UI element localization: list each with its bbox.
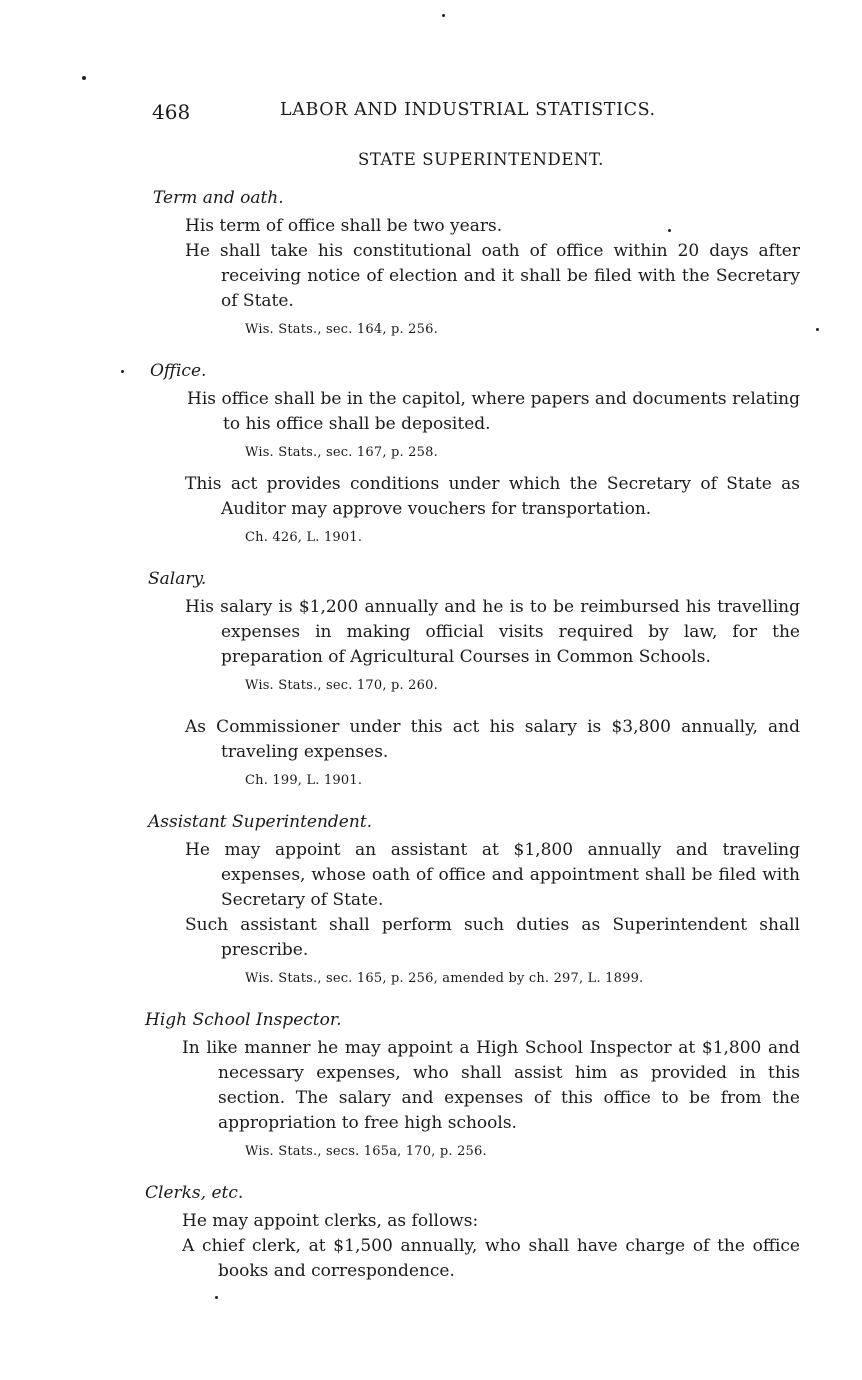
page-header	[152, 100, 792, 128]
citation: Wis. Stats., sec. 165, p. 256, amended by ch. 297, L. 1899.	[245, 971, 644, 986]
section-heading: Assistant Superintendent.	[148, 812, 373, 832]
paragraph: A chief clerk, at $1,500 annually, who shall have charge of the office books and correspondence.	[182, 1236, 800, 1281]
section-clerks	[145, 1181, 800, 1284]
paragraph: His term of office shall be two years.	[185, 216, 503, 236]
section-salary	[148, 567, 800, 790]
section-inspector	[145, 1008, 800, 1161]
scan-speck	[442, 14, 445, 17]
paragraph: His salary is $1,200 annually and he is to be reimbursed his travelling expenses in making official visits required by law, for the preparation of Agricultural Courses in Common Schools.	[185, 597, 800, 667]
page-number: 468	[152, 100, 191, 124]
paragraph: This act provides conditions under which the Secretary of State as Auditor may approve vouchers for transportation.	[185, 474, 800, 519]
scan-speck	[82, 76, 86, 80]
section-heading: High School Inspector.	[145, 1010, 342, 1030]
scan-speck	[121, 370, 124, 373]
section-heading: Salary.	[148, 569, 207, 589]
paragraph: He shall take his constitutional oath of office within 20 days after receiving notice of election and it shall be filed with the Secretary of State.	[185, 241, 800, 311]
citation: Ch. 426, L. 1901.	[245, 530, 363, 545]
section-heading: Office.	[150, 361, 207, 381]
section-heading: Clerks, etc.	[145, 1183, 244, 1203]
scan-speck	[215, 1296, 218, 1299]
paragraph: He may appoint clerks, as follows:	[182, 1211, 479, 1231]
scan-speck	[816, 328, 819, 331]
paragraph: He may appoint an assistant at $1,800 annually and traveling expenses, whose oath of office and appointment shall be filed with Secretary of State.	[185, 840, 800, 910]
paragraph: Such assistant shall perform such duties as Superintendent shall prescribe.	[185, 915, 800, 960]
section-heading: Term and oath.	[153, 188, 284, 208]
citation: Wis. Stats., sec. 164, p. 256.	[245, 322, 438, 337]
citation: Ch. 199, L. 1901.	[245, 773, 363, 788]
paragraph: His office shall be in the capitol, where papers and documents relating to his office shall be deposited.	[187, 389, 800, 434]
citation: Wis. Stats., sec. 167, p. 258.	[245, 445, 438, 460]
section-term	[148, 186, 800, 339]
paragraph: As Commissioner under this act his salary is $3,800 annually, and traveling expenses.	[185, 717, 800, 762]
paragraph: In like manner he may appoint a High School Inspector at $1,800 and necessary expenses, who shall assist him as provided in this section. The salary and expenses of this office to be from the appropriation to free high schools.	[182, 1038, 800, 1133]
running-title: LABOR AND INDUSTRIAL STATISTICS.	[280, 100, 656, 120]
citation: Wis. Stats., sec. 170, p. 260.	[245, 678, 438, 693]
citation: Wis. Stats., secs. 165a, 170, p. 256.	[245, 1144, 487, 1159]
document-body	[145, 186, 800, 1304]
scan-speck	[668, 229, 671, 232]
section-office	[148, 359, 800, 547]
section-title: STATE SUPERINTENDENT.	[357, 150, 605, 169]
section-assistant	[148, 810, 800, 988]
